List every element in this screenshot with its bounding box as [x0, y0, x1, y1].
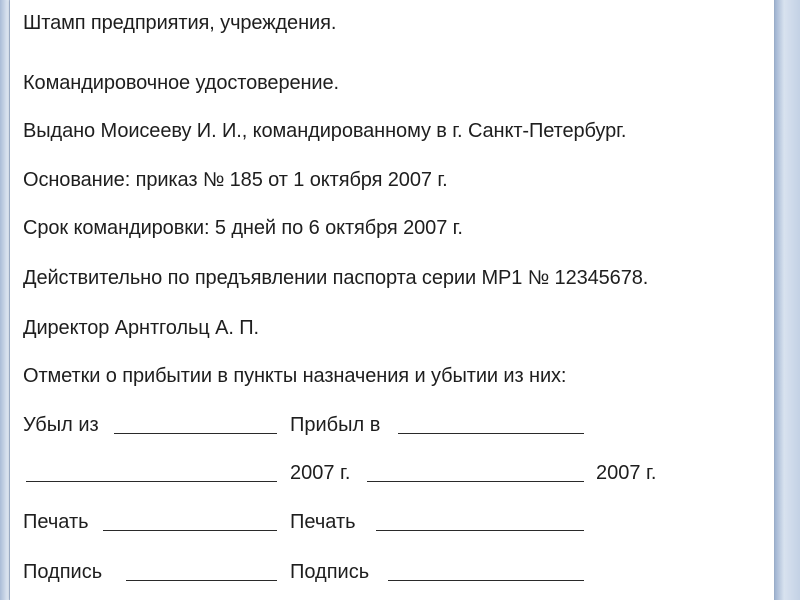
stamp-line: Штамп предприятия, учреждения. — [23, 12, 337, 34]
viewer-right-edge — [774, 0, 800, 600]
signature-label-1: Подпись — [23, 561, 103, 583]
viewer-left-edge — [0, 0, 10, 600]
seal-field-1[interactable] — [103, 530, 277, 531]
document-page — [10, 0, 774, 600]
term-line: Срок командировки: 5 дней по 6 октября 2007 г. — [23, 217, 463, 239]
document-title: Командировочное удостоверение. — [23, 72, 339, 94]
signature-field-2[interactable] — [388, 580, 584, 581]
seal-label-1: Печать — [23, 511, 89, 533]
date-row — [10, 461, 774, 485]
arrived-to-field[interactable] — [398, 433, 584, 434]
seal-label-2: Печать — [290, 511, 356, 533]
seal-field-2[interactable] — [376, 530, 584, 531]
issued-to-line: Выдано Моисееву И. И., командированному в г. Санкт-Петербург. — [23, 120, 627, 142]
director-line: Директор Арнтгольц А. П. — [23, 317, 259, 339]
signature-field-1[interactable] — [126, 580, 277, 581]
departure-date-field[interactable] — [26, 481, 277, 482]
basis-line: Основание: приказ № 185 от 1 октября 2007 г. — [23, 169, 448, 191]
seal-row — [10, 510, 774, 534]
departed-from-field[interactable] — [114, 433, 277, 434]
departed-label: Убыл из — [23, 414, 99, 436]
year-label-1: 2007 г. — [290, 462, 351, 484]
marks-heading: Отметки о прибытии в пункты назначения и убытии из них: — [23, 365, 567, 387]
signature-label-2: Подпись — [290, 561, 370, 583]
arrival-date-field[interactable] — [367, 481, 584, 482]
year-label-2: 2007 г. — [596, 462, 657, 484]
departure-arrival-row — [10, 413, 774, 437]
passport-line: Действительно по предъявлении паспорта серии МР1 № 12345678. — [23, 267, 649, 289]
arrived-label: Прибыл в — [290, 414, 381, 436]
signature-row — [10, 560, 774, 584]
